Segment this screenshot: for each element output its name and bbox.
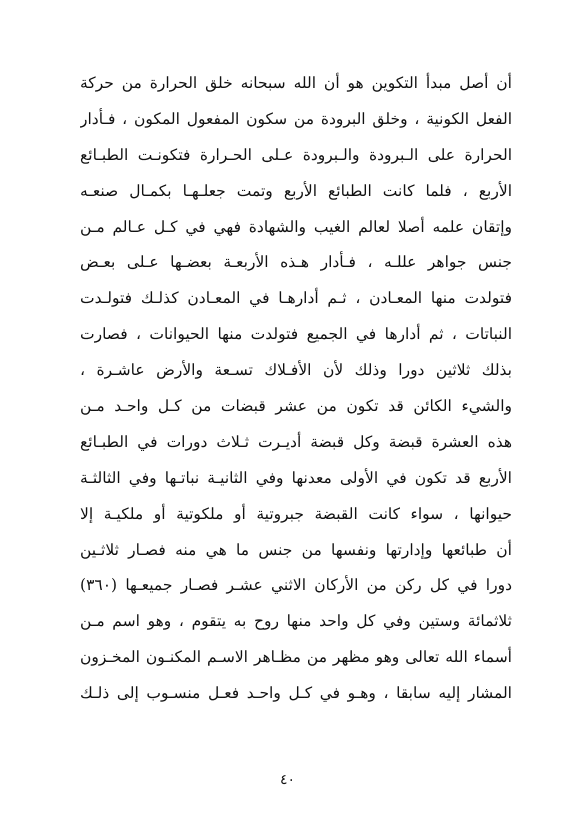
- text-line: الفعل الكونية ، وخلق البرودة من سكون المفعول المكون ، فـأدار: [80, 109, 512, 128]
- text-line: الأربع قد تكون في الأولى معدنها وفي الثانيـة نباتـها وفي الثالثـة: [80, 468, 512, 487]
- text-line: ثلاثمائة وستين وفي كل واحد منها روح به يتقوم ، وهو اسم مـن: [80, 612, 512, 631]
- page-number: ٤٠: [279, 772, 296, 788]
- text-line: الأربع ، فلما كانت الطبائع الأربع وتمت جعلـهـا بكمـال صنعـه: [80, 181, 512, 200]
- text-line: المشار إليه سابقا ، وهـو في كـل واحـد فعـل منسـوب إلى ذلـك: [80, 684, 512, 703]
- text-line: الحرارة على الـبرودة والـبرودة عـلى الحـرارة فتكونـت الطبـائع: [80, 145, 512, 164]
- text-line: جنس جواهر عللـه ، فـأدار هـذه الأربعـة بعضـها عـلى بعـض: [80, 253, 512, 272]
- text-line: هذه العشرة قبضة وكل قبضة أديـرت ثـلاث دورات في الطبـائع: [80, 432, 512, 451]
- text-line: والشيء الكائن قد تكون من عشر قبضات من كـل واحـد مـن: [80, 397, 512, 416]
- text-line: أن طبائعها وإدارتها ونفسها من جنس ما هي منه فصـار ثلاثـين: [80, 540, 512, 559]
- text-line: أن أصل مبدأ التكوين هو أن الله سبحانه خلق الحرارة من حركة: [80, 74, 512, 92]
- text-line: فتولدت منها المعـادن ، ثـم أدارهـا في المعـادن كذلـك فتولـدت: [80, 289, 512, 308]
- body-text: [80, 66, 512, 712]
- text-line: أسماء الله تعالى وهو مظهر من مظـاهر الاسـم المكنـون المخـزون: [80, 648, 512, 667]
- text-line: دورا في كل ركن من الأركان الاثني عشـر فصـار جميعـها (٣٦٠): [80, 576, 512, 595]
- text-line: وإتقان علمه أصلا لعالم الغيب والشهادة فهي في كـل عـالم مـن: [80, 217, 512, 236]
- text-line: بذلك ثلاثين دورا وذلك لأن الأفـلاك تسـعة والأرض عاشـرة ،: [80, 361, 512, 380]
- text-line: حيوانها ، سواء كانت القبضة جبروتية أو ملكوتية أو ملكيـة إلا: [80, 504, 512, 523]
- text-line: النباتات ، ثم أدارها في الجميع فتولدت منها الحيوانات ، فصارت: [80, 325, 512, 344]
